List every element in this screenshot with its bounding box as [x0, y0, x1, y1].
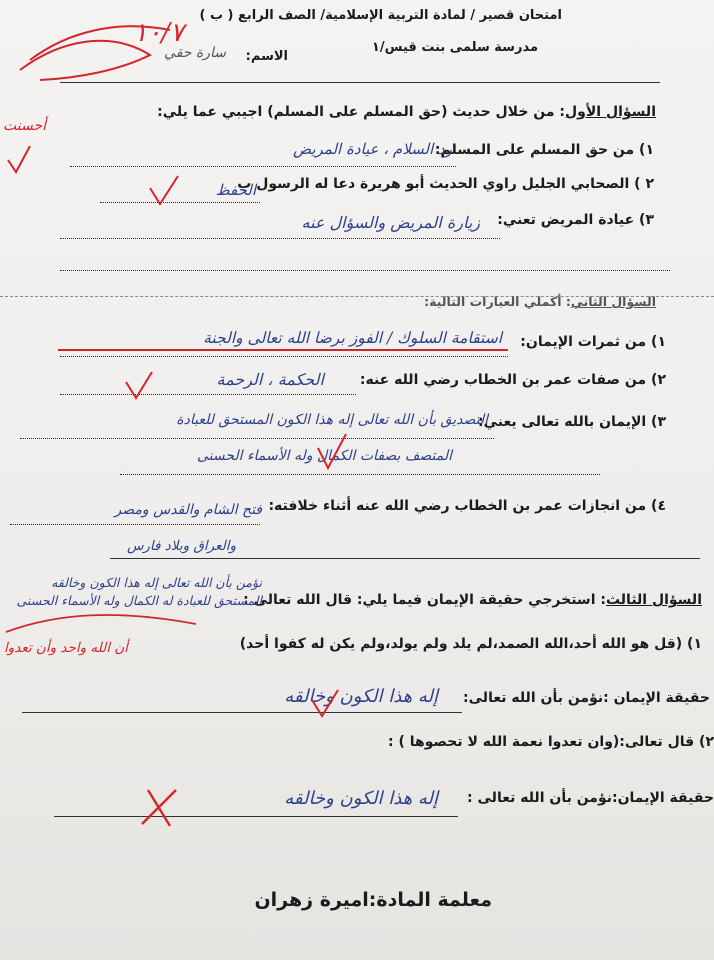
q3-item2-truth-answer: إله هذا الكون وخالقه: [284, 788, 438, 809]
q3-item1-red-note: أن الله واحد وأن تعدوا: [4, 640, 128, 656]
q1-item3-prompt: ٣) عيادة المريض تعني:: [497, 212, 654, 228]
q3-margin-answer: نؤمن بأن الله تعالى إله هذا الكون وخالقه المستحق للعبادة له الكمال وله الأسماء الحسنى: [16, 575, 262, 608]
grade-mark: ١٠/٧: [133, 18, 184, 48]
check-mark-q3-1: [312, 690, 338, 716]
q3-item1-verse: ١) (قل هو الله أحد،الله الصمد،لم يلد ولم يولد،ولم يكن له كفوا أحد): [239, 636, 702, 652]
q2-item1-prompt: ١) من ثمرات الإيمان:: [520, 334, 666, 350]
q3-item2-truth-label: حقيقة الإيمان:نؤمن بأن الله تعالى :: [467, 790, 714, 806]
q2-item2-prompt: ٢) من صفات عمر بن الخطاب رضي الله عنه:: [359, 372, 666, 388]
x-mark-q3-2: [142, 790, 176, 826]
q1-item3-answer: زيارة المريض والسؤال عنه: [301, 213, 480, 232]
side-mark: أحسنت: [2, 118, 46, 134]
check-mark-q2-3: [318, 434, 346, 468]
q3-item2-verse: ٢) قال تعالى:(وان تعدوا نعمة الله لا تحصوها ) :: [387, 734, 714, 750]
student-name: سارة حقي: [164, 45, 226, 61]
check-mark-q2-2: [126, 372, 152, 398]
check-mark-q1-2: [150, 176, 178, 204]
q2-item3-answer-line2: المتصف بصفات الكمال وله الأسماء الحسنى: [197, 448, 452, 464]
exam-title: امتحان قصير / لمادة التربية الإسلامية/ الصف الرابع ( ب ): [199, 8, 562, 23]
q3-heading: السؤال الثالث: [605, 592, 702, 608]
q2-item2-answer: الحكمة ، الرحمة: [216, 370, 324, 389]
q3-intro: : استخرجي حقيقة الإيمان فيما يلي: قال الله تعالى :: [243, 592, 606, 608]
q3-red-swoosh: [6, 615, 196, 632]
q1-heading: السؤال الأول: [565, 104, 656, 120]
q1-item2-answer: الحفظ: [215, 181, 256, 199]
q1-item2-prompt: ٢ ) الصحابي الجليل راوي الحديث أبو هريرة دعا له الرسول ب: [237, 176, 654, 192]
q3-item1-truth-answer: إله هذا الكون وخالقه: [284, 686, 438, 707]
q2-item1-answer: استقامة السلوك / الفوز برضا الله تعالى والجنة: [203, 329, 502, 347]
school-name: مدرسة سلمى بنت قيس/١: [371, 40, 538, 55]
q2-item4-prompt: ٤) من انجازات عمر بن الخطاب رضي الله عنه أثناء خلافته:: [268, 498, 666, 514]
grade-scribble-mark: [20, 26, 170, 80]
q2-item4-answer: فتح الشام والقدس ومصر: [114, 502, 262, 518]
q1-intro: : من خلال حديث (حق المسلم على المسلم) اجيبي عما يلي:: [157, 104, 566, 120]
q2-heading: السؤال الثاني: [570, 294, 656, 309]
teacher-signature: معلمة المادة:اميرة زهران: [254, 889, 492, 911]
q2-item3-prompt: ٣) الإيمان بالله تعالى يعني:: [478, 414, 666, 430]
q2-intro: : أكملي العبارات التالية:: [424, 294, 571, 309]
q3-item1-truth-label: حقيقة الإيمان :نؤمن بأن الله تعالى:: [463, 690, 710, 706]
q1-item1-prompt: ١) من حق المسلم على المسلم:: [434, 142, 654, 158]
check-mark-q1-1: [8, 146, 30, 172]
q1-item1-answer: رد السلام ، عيادة المريض: [292, 140, 452, 158]
q2-item4-answer-line2: والعراق وبلاد فارس: [126, 538, 236, 554]
q2-item3-answer: التصديق بأن الله تعالى إله هذا الكون المستحق للعبادة: [176, 412, 488, 428]
name-label: الاسم:: [245, 49, 288, 64]
